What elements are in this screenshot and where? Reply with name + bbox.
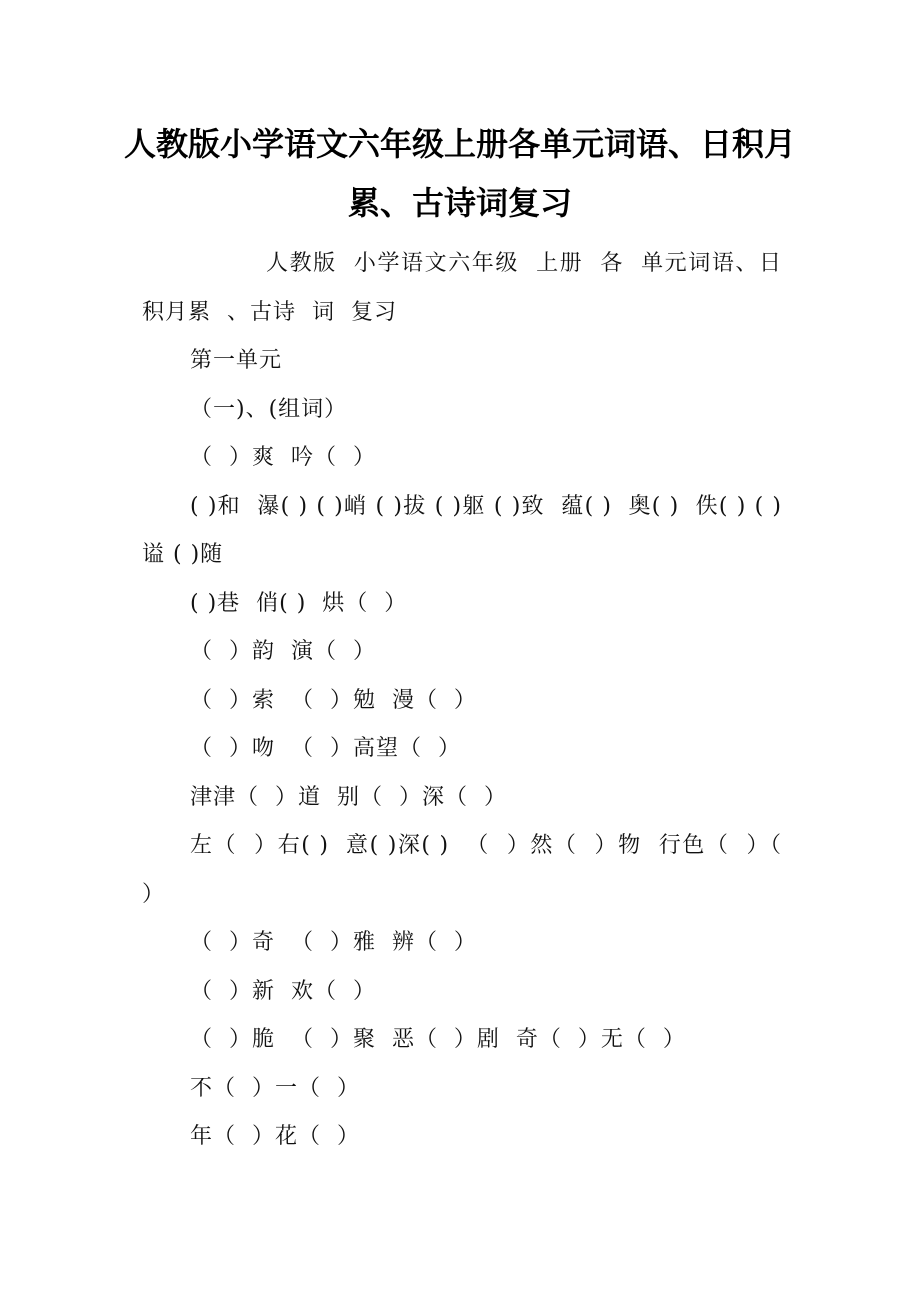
document-body [142, 240, 798, 1162]
subtitle-paragraph: 人教版 小学语文六年级 上册 各 单元词语、日积月累 、古诗 词 复习 [142, 251, 782, 325]
unit-heading: 第一单元 [190, 348, 283, 373]
exercise-line: ( )和 瀑( ) ( )峭 ( )拔 ( )躯 ( )致 蕴( ) 奥( ) 佚( ) ( )谥 ( )随 [142, 493, 782, 567]
exercise-line: 津津（ ）道 别（ ）深（ ） [190, 784, 507, 810]
exercise-line: （ ）奇 （ ）雅 辨（ ） [190, 930, 477, 955]
exercise-line: 左（ ）右( ) 意( )深( ) （ ）然（ ）物 行色（ ）（ ） [142, 833, 798, 907]
exercise-line: （ ）脆 （ ）聚 恶（ ）剧 奇（ ）无（ ） [190, 1027, 686, 1052]
exercise-line: （ ）爽 吟（ ） [190, 445, 376, 470]
exercise-line: ( )巷 俏( ) 烘（ ） [190, 590, 408, 616]
section-heading: （一)、(组词） [190, 396, 348, 422]
exercise-line: （ ）韵 演（ ） [190, 639, 376, 664]
exercise-line: （ ）索 （ ）勉 漫（ ） [190, 687, 477, 713]
document-title: 人教版小学语文六年级上册各单元词语、日积月累、古诗词复习 [123, 125, 796, 222]
exercise-line: 不（ ）一（ ） [190, 1075, 360, 1101]
exercise-line: 年（ ）花（ ） [190, 1124, 360, 1149]
exercise-line: （ ）新 欢（ ） [190, 978, 376, 1004]
exercise-line: （ ）吻 （ ）高望（ ） [190, 736, 461, 761]
